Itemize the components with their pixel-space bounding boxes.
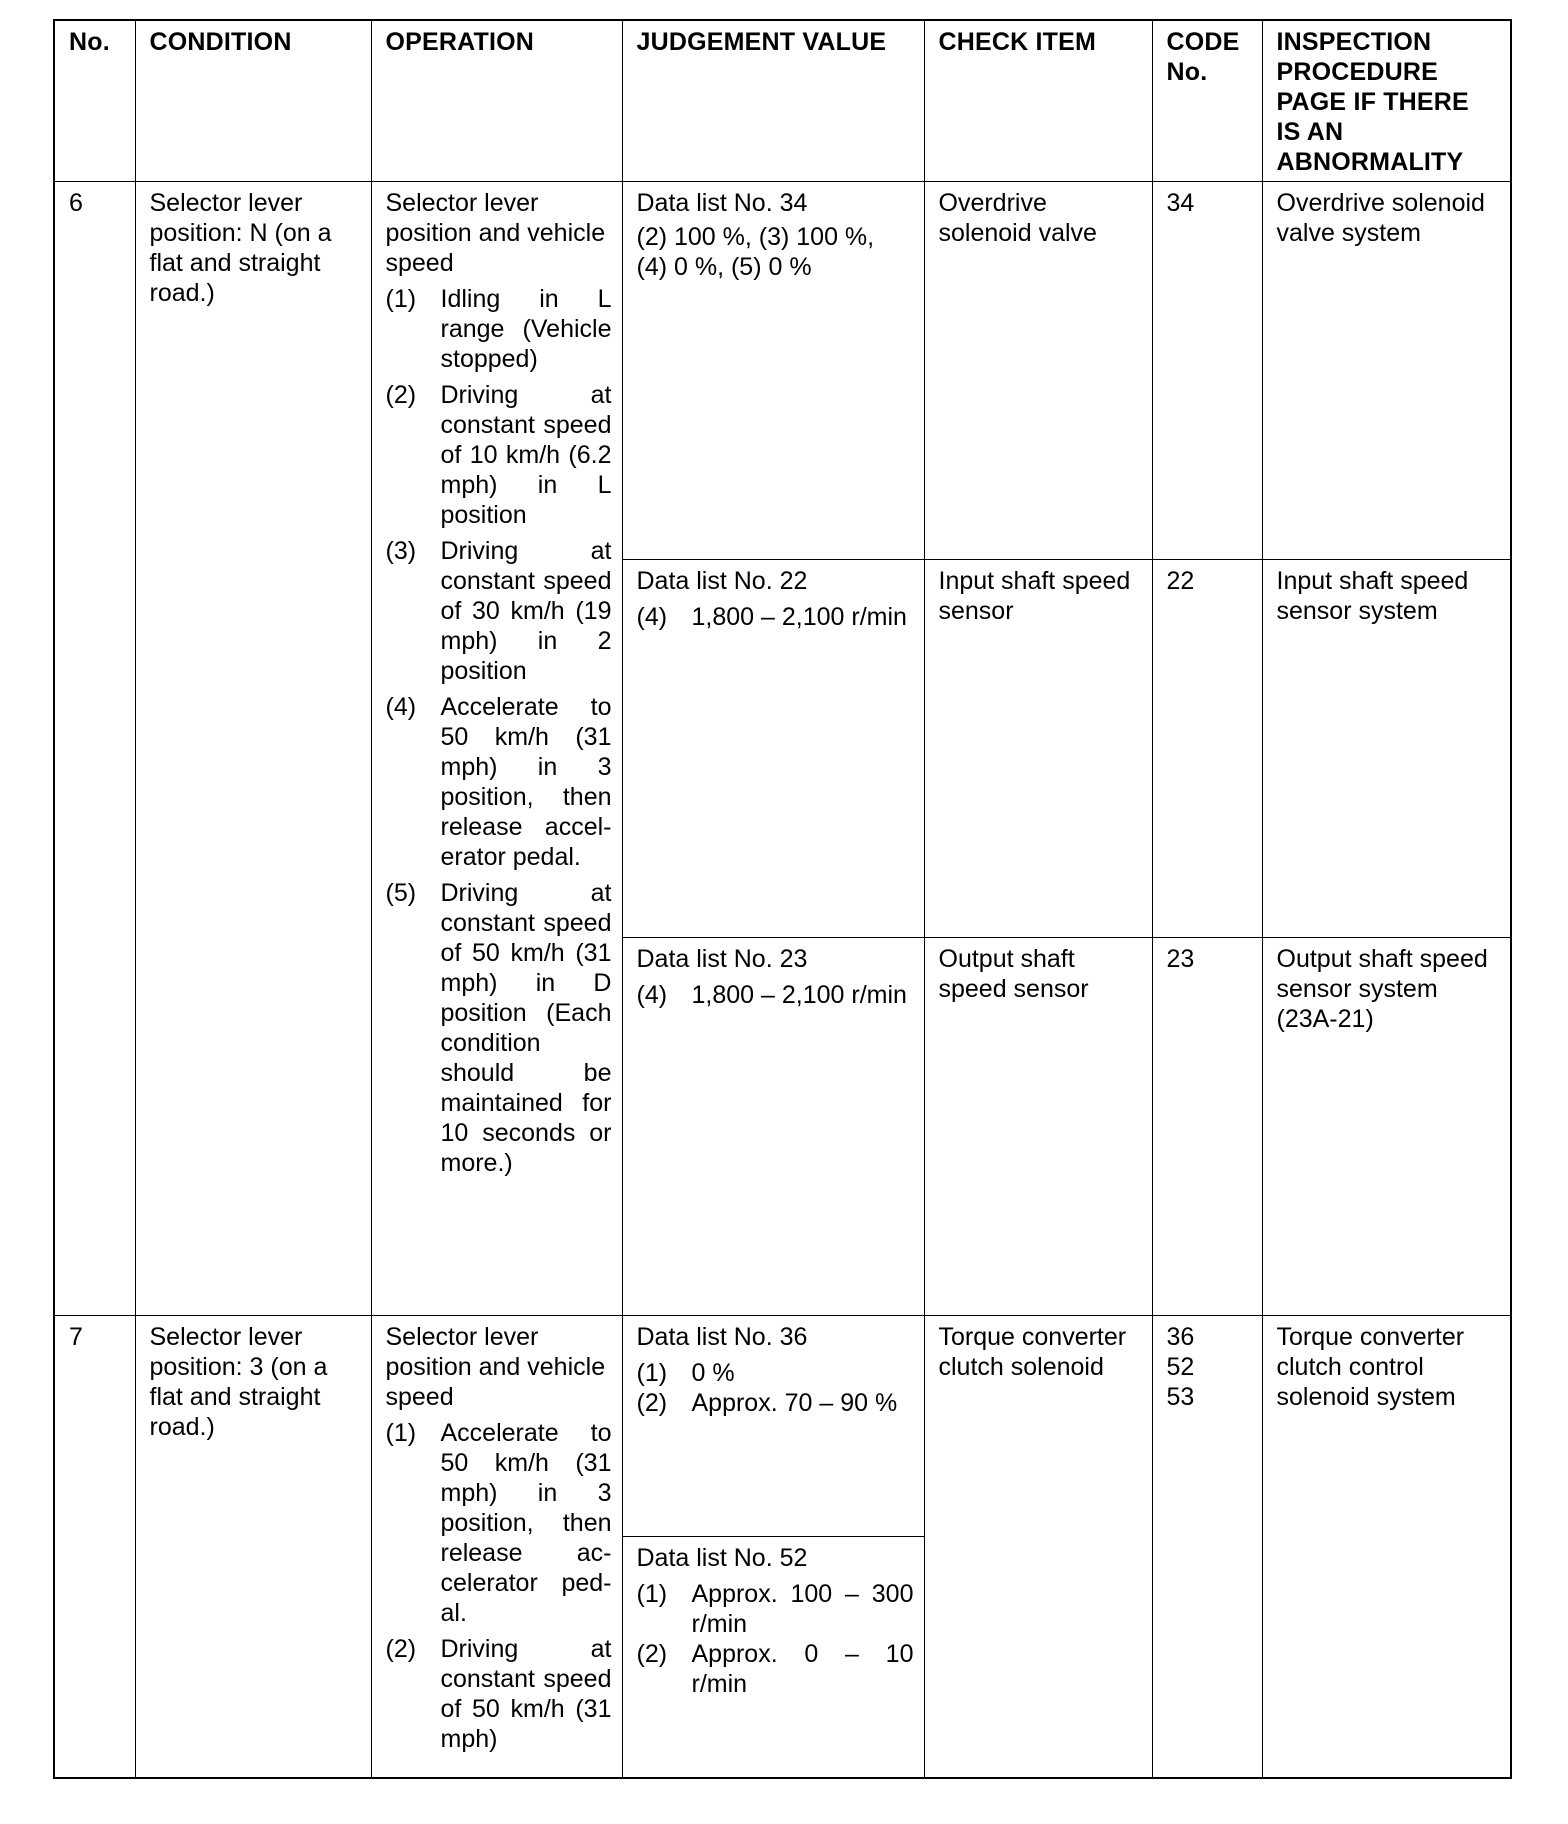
header-row [54, 20, 1511, 182]
check-item-cell: Torque converter clutch solenoid [924, 1316, 1152, 1778]
judgement-cell [622, 560, 924, 938]
judgement-step [637, 1388, 914, 1418]
document-page [53, 19, 1510, 1779]
operation-step [386, 878, 612, 1178]
step-text: Driving at constant speed of 10 km/h (6.2 mph) in L position [440, 381, 612, 529]
judgement-cell [622, 1537, 924, 1778]
header-operation: OPERATION [371, 20, 622, 182]
judgement-value: 0 % [691, 1359, 735, 1387]
condition-cell: Selector lever position: 3 (on a flat and straight road.) [135, 1316, 371, 1778]
code-value: 52 [1166, 1353, 1195, 1381]
code-value: 36 [1166, 1323, 1195, 1351]
judgement-value: 1,800 – 2,100 r/min [691, 981, 907, 1009]
data-list-label: Data list No. 23 [636, 945, 808, 973]
operation-step [386, 1634, 612, 1754]
step-text: Accelerate to 50 km/h (31 mph) in 3 position, then release accel-erator pedal. [440, 693, 612, 871]
check-item-cell: Output shaft speed sensor [924, 938, 1152, 1316]
judgement-value: Approx. 70 – 90 % [691, 1389, 898, 1417]
step-text: Accelerate to 50 km/h (31 mph) in 3 position, then release ac-celerator ped-al. [440, 1419, 612, 1627]
condition-cell: Selector lever position: N (on a flat and straight road.) [135, 182, 371, 1316]
operation-intro: Selector lever position and vehicle speed [385, 189, 606, 277]
judgement-value: (4) 0 %, (5) 0 % [636, 253, 812, 281]
operation-step [386, 1418, 612, 1628]
data-list-label: Data list No. 52 [636, 1544, 808, 1572]
check-item-cell: Overdrive solenoid valve [924, 182, 1152, 560]
step-number: (4) [636, 981, 668, 1009]
judgement-step [637, 980, 914, 1010]
inspection-table [53, 19, 1512, 1779]
step-number: (4) [636, 603, 668, 631]
row-number: 7 [54, 1316, 135, 1778]
code-cell: 34 [1152, 182, 1262, 560]
judgement-cell [622, 1316, 924, 1537]
inspection-cell: Overdrive solenoid valve system [1262, 182, 1511, 560]
judgement-step [637, 1639, 914, 1699]
row-number: 6 [54, 182, 135, 1316]
step-number: (1) [385, 285, 417, 313]
step-number: (2) [385, 381, 417, 409]
step-number: (2) [636, 1389, 668, 1417]
operation-step [386, 284, 612, 374]
judgement-step [637, 1358, 914, 1388]
judgement-value: (2) 100 %, (3) 100 %, [636, 223, 875, 251]
judgement-cell [622, 938, 924, 1316]
data-list-label: Data list No. 36 [636, 1323, 808, 1351]
inspection-cell: Output shaft speed sensor system (23A-21) [1262, 938, 1511, 1316]
operation-step [386, 692, 612, 872]
header-inspection-procedure: INSPECTION PROCEDURE PAGE IF THERE IS AN ABNORMALITY [1262, 20, 1511, 182]
header-no: No. [54, 20, 135, 182]
header-code-no: CODE No. [1152, 20, 1262, 182]
table-row [54, 182, 1511, 560]
judgement-value: 1,800 – 2,100 r/min [691, 603, 907, 631]
judgement-value: Approx. 0 – 10 r/min [691, 1640, 914, 1698]
operation-cell [371, 1316, 622, 1778]
step-number: (1) [636, 1359, 668, 1387]
step-number: (3) [385, 537, 417, 565]
code-cell: 22 [1152, 560, 1262, 938]
table-row [54, 1316, 1511, 1537]
step-number: (5) [385, 879, 417, 907]
step-text: Driving at constant speed of 50 km/h (31 mph) [440, 1635, 612, 1753]
code-cell [1152, 1316, 1262, 1778]
step-number: (2) [636, 1640, 668, 1668]
operation-step [386, 380, 612, 530]
check-item-cell: Input shaft speed sensor [924, 560, 1152, 938]
data-list-label: Data list No. 34 [636, 189, 808, 217]
data-list-label: Data list No. 22 [636, 567, 808, 595]
step-number: (1) [385, 1419, 417, 1447]
header-check-item: CHECK ITEM [924, 20, 1152, 182]
judgement-cell [622, 182, 924, 560]
code-cell: 23 [1152, 938, 1262, 1316]
judgement-step [637, 602, 914, 632]
step-text: Idling in L range (Vehicle stopped) [440, 285, 612, 373]
header-judgement-value: JUDGEMENT VALUE [622, 20, 924, 182]
step-text: Driving at constant speed of 50 km/h (31 mph) in D position (Each condition should be maintained for 10 seconds or more.) [440, 879, 612, 1177]
inspection-cell: Input shaft speed sensor system [1262, 560, 1511, 938]
code-value: 53 [1166, 1383, 1195, 1411]
inspection-cell: Torque converter clutch control solenoid system [1262, 1316, 1511, 1778]
judgement-value: Approx. 100 – 300 r/min [691, 1580, 914, 1638]
judgement-step [637, 1579, 914, 1639]
operation-cell [371, 182, 622, 1316]
step-number: (4) [385, 693, 417, 721]
step-number: (2) [385, 1635, 417, 1663]
operation-intro: Selector lever position and vehicle speed [385, 1323, 606, 1411]
step-text: Driving at constant speed of 30 km/h (19 mph) in 2 position [440, 537, 612, 685]
step-number: (1) [636, 1580, 668, 1608]
operation-step [386, 536, 612, 686]
header-condition: CONDITION [135, 20, 371, 182]
